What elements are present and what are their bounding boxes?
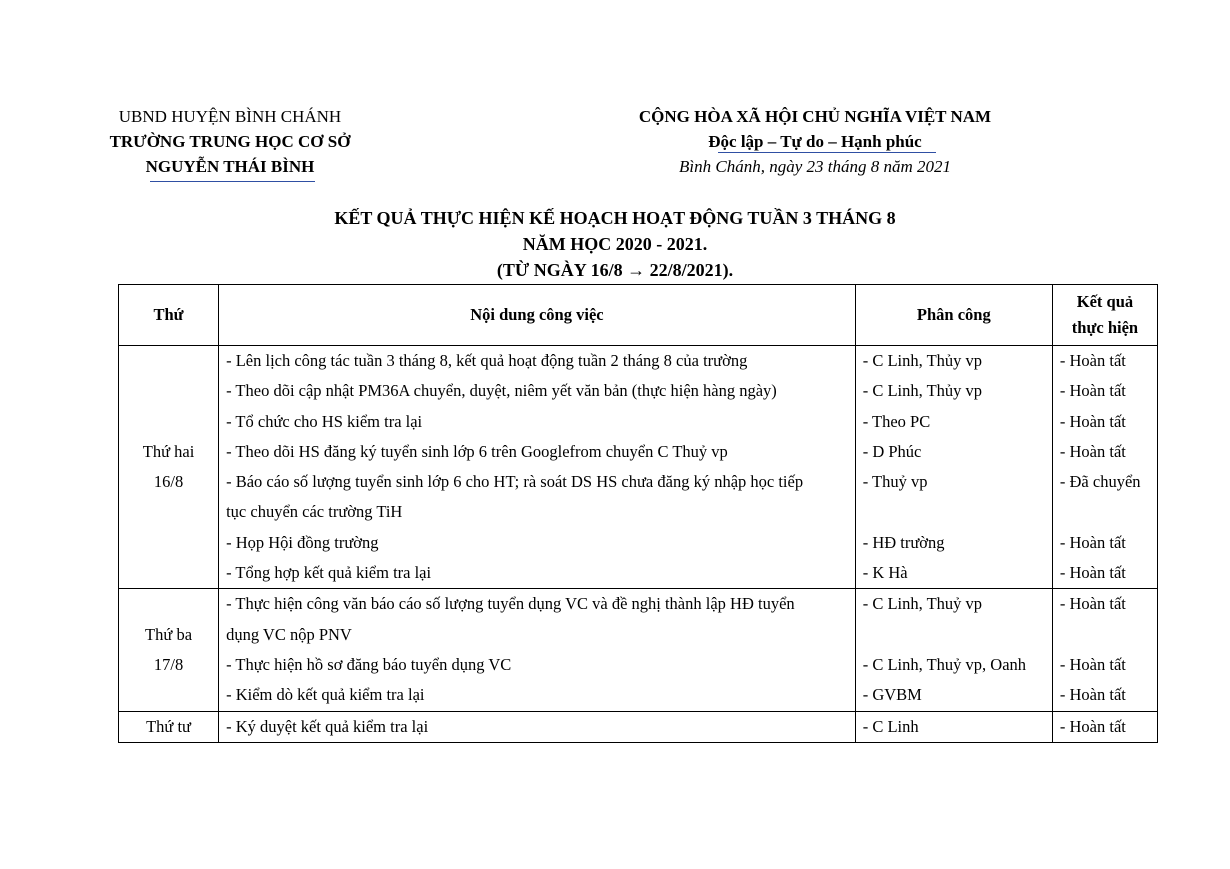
- result-line: - Hoàn tất: [1059, 381, 1126, 401]
- header-result: [1052, 285, 1157, 346]
- task-line: dụng VC nộp PNV: [226, 624, 352, 644]
- table-row: [119, 346, 1158, 589]
- assign-line: - C Linh, Thuỷ vp, Oanh: [862, 654, 1027, 674]
- national-name: CỘNG HÒA XÃ HỘI CHỦ NGHĨA VIỆT NAM: [638, 107, 992, 126]
- result-cell: [1052, 346, 1157, 589]
- result-line: - Hoàn tất: [1059, 532, 1126, 552]
- day-cell: [119, 589, 219, 711]
- title-line-1: KẾT QUẢ THỰC HIỆN KẾ HOẠCH HOẠT ĐỘNG TUẦN 3 THÁNG 8: [334, 208, 896, 228]
- document-title: [0, 205, 1230, 283]
- national-header: [560, 104, 1070, 179]
- assign-line: - C Linh, Thuỷ vp: [862, 594, 983, 614]
- result-cell: [1052, 711, 1157, 742]
- result-line: [1053, 620, 1157, 650]
- result-line: - Hoàn tất: [1059, 563, 1126, 583]
- assign-line: - C Linh: [862, 716, 919, 736]
- assign-line: - GVBM: [862, 685, 922, 705]
- result-line: - Hoàn tất: [1059, 411, 1126, 431]
- result-line: - Hoàn tất: [1059, 351, 1126, 370]
- result-line: - Hoàn tất: [1059, 685, 1126, 705]
- table-header-row: [119, 285, 1158, 346]
- assign-line: - C Linh, Thủy vp: [862, 351, 983, 370]
- issuer-school-name: NGUYỄN THÁI BÌNH: [145, 157, 315, 176]
- national-motto: Độc lập – Tự do – Hạnh phúc: [708, 132, 922, 151]
- task-cell: [219, 711, 856, 742]
- assign-line: - Thuỷ vp: [862, 472, 928, 492]
- day-date: 17/8: [153, 654, 184, 674]
- activity-table: [118, 284, 1158, 743]
- header-day: Thứ: [119, 285, 219, 346]
- task-line: - Tổ chức cho HS kiểm tra lại: [226, 411, 423, 431]
- title-line-3: (TỪ NGÀY 16/8 → 22/8/2021).: [496, 260, 734, 280]
- task-line: - Ký duyệt kết quả kiểm tra lại: [226, 716, 429, 736]
- issuer-underline: [150, 181, 315, 182]
- task-cell: [219, 346, 856, 589]
- result-line: - Đã chuyển: [1059, 472, 1141, 492]
- header-result-line-2: thực hiện: [1071, 318, 1139, 337]
- day-name: Thứ hai: [142, 442, 195, 462]
- result-cell: [1052, 589, 1157, 711]
- result-line: - Hoàn tất: [1059, 716, 1126, 736]
- header-result-line-1: Kết quả: [1076, 292, 1134, 311]
- assign-line: - K Hà: [862, 563, 908, 583]
- task-line: - Họp Hội đồng trường: [226, 532, 379, 552]
- day-date: 16/8: [153, 472, 184, 492]
- assign-cell: [855, 346, 1052, 589]
- task-cell: [219, 589, 856, 711]
- result-line: [1053, 497, 1157, 527]
- task-line: - Thực hiện công văn báo cáo số lượng tuyển dụng VC và đề nghị thành lập HĐ tuyển: [226, 594, 795, 614]
- place-date: Bình Chánh, ngày 23 tháng 8 năm 2021: [679, 157, 951, 176]
- task-line: - Kiểm dò kết quả kiểm tra lại: [226, 685, 425, 705]
- day-cell: [119, 711, 219, 742]
- task-line: - Theo dõi HS đăng ký tuyển sinh lớp 6 trên Googlefrom chuyển C Thuỷ vp: [226, 441, 728, 461]
- result-line: - Hoàn tất: [1059, 654, 1126, 674]
- table-row: [119, 711, 1158, 742]
- assign-cell: [855, 589, 1052, 711]
- header-assign: Phân công: [855, 285, 1052, 346]
- assign-cell: [855, 711, 1052, 742]
- issuer-block: [80, 104, 380, 179]
- assign-line: - C Linh, Thủy vp: [862, 381, 983, 401]
- issuer-district: UBND HUYỆN BÌNH CHÁNH: [118, 107, 342, 126]
- day-cell: [119, 346, 219, 589]
- result-line: - Hoàn tất: [1059, 594, 1126, 614]
- task-line: - Thực hiện hồ sơ đăng báo tuyển dụng VC: [226, 654, 512, 674]
- assign-line: [856, 497, 1052, 527]
- task-line: - Theo dõi cập nhật PM36A chuyển, duyệt, niêm yết văn bản (thực hiện hàng ngày): [226, 381, 777, 401]
- task-line: - Báo cáo số lượng tuyển sinh lớp 6 cho HT; rà soát DS HS chưa đăng ký nhập học tiếp: [226, 472, 804, 492]
- day-name: Thứ tư: [146, 716, 192, 736]
- motto-underline: [718, 152, 936, 153]
- assign-line: - Theo PC: [862, 411, 931, 431]
- day-name: Thứ ba: [145, 624, 193, 644]
- assign-line: - D Phúc: [862, 441, 922, 461]
- assign-line: [856, 620, 1052, 650]
- title-line-2: NĂM HỌC 2020 - 2021.: [522, 234, 708, 254]
- issuer-school-type: TRƯỜNG TRUNG HỌC CƠ SỞ: [109, 132, 351, 151]
- task-line: - Tổng hợp kết quả kiểm tra lại: [226, 563, 432, 583]
- assign-line: - HĐ trường: [862, 532, 945, 552]
- header-task: Nội dung công việc: [219, 285, 856, 346]
- task-line: - Lên lịch công tác tuần 3 tháng 8, kết quả hoạt động tuần 2 tháng 8 của trường: [226, 351, 748, 370]
- task-line: tục chuyển các trường TiH: [226, 502, 403, 522]
- table-row: [119, 589, 1158, 711]
- result-line: - Hoàn tất: [1059, 441, 1126, 461]
